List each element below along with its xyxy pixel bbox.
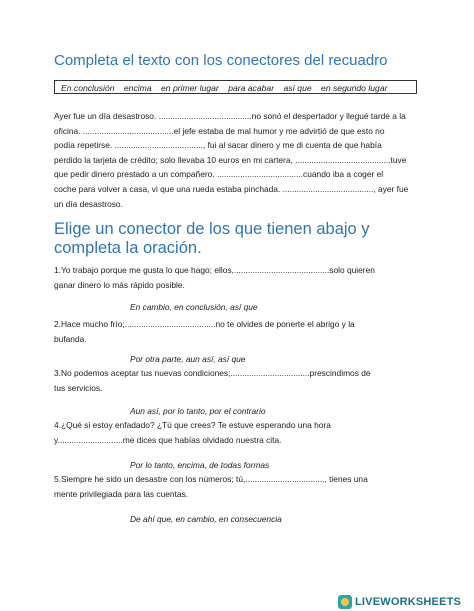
connector-item: para acabar [228, 83, 275, 93]
exercise-2 [54, 317, 424, 346]
brand-name: LIVEWORKSHEETS [355, 595, 462, 608]
liveworksheets-footer [338, 592, 474, 611]
connector-item: encima [123, 83, 152, 93]
exercise-line: 5.Siempre he sido un desastre con los números; tú,.................................., tienes una [54, 474, 368, 484]
exercise-line: 3.No podemos aceptar tus nuevas condiciones;..................................prescindimos de [54, 368, 371, 378]
paragraph-line: Ayer fue un día desastroso. ........................................no sonó el despertador y llegué tarde a la [54, 111, 406, 121]
connector-box [54, 80, 417, 94]
exercise-4-options: Por lo tanto, encima, de todas formas [130, 460, 270, 470]
section1-title: Completa el texto con los conectores del recuadro [54, 52, 388, 69]
connector-item: En conclusión [61, 83, 115, 93]
exercise-2-options: Por otra parte, aun así, así que [130, 354, 246, 364]
exercise-line: tus servicios. [54, 382, 103, 393]
section2-title: Elige un conector de los que tienen abajo y completa la oración. [54, 220, 370, 257]
exercise-line: 2.Hace mucho frío;.......................................no te olvides de ponerte el abrigo y la [54, 319, 355, 329]
paragraph-line: que pedir dinero prestado a un compañero. .....................................cuando iba a coger el [54, 169, 384, 180]
exercise-1-options: En cambio, en conclusión, así que [130, 302, 258, 312]
connector-item: en segundo lugar [321, 83, 388, 93]
paragraph-line: un día desastroso. [54, 198, 123, 209]
exercise-line: bufanda. [54, 333, 87, 344]
exercise-4 [54, 418, 424, 447]
exercise-line: mente privilegiada para las cuentas. [54, 488, 189, 499]
paragraph-line: oficina. .......................................el jefe estaba de mal humor y me advirtió de que esto no [54, 125, 385, 136]
exercise-line: y............................me dices que habías olvidado nuestra cita. [54, 434, 282, 445]
liveworksheets-logo-icon [338, 595, 352, 609]
exercise-3-options: Aun así, por lo tanto, por el contrario [130, 406, 266, 416]
story-paragraph [54, 109, 422, 211]
exercise-line: 1.Yo trabajo porque me gusta lo que hago; ellos,.........................................solo quieren [54, 265, 375, 275]
connector-item: así que [283, 83, 312, 93]
paragraph-line: podía repetirse. ......................................, fui al sacar dinero y me di cuenta de que había [54, 140, 382, 151]
paragraph-line: coche para volver a casa, vi que una rueda estaba pinchada. ......................................., ayer fue [54, 183, 409, 194]
exercise-line: ganar dinero lo más rápido posible. [54, 279, 185, 290]
exercise-5-options: De ahí que, en cambio, en consecuencia [130, 514, 282, 524]
connector-item: en primer lugar [161, 83, 219, 93]
exercise-line: 4.¿Qué si estoy enfadado? ¿Tú que crees? Te estuve esperando una hora [54, 420, 331, 430]
paragraph-line: perdido la tarjeta de crédito; solo llevaba 10 euros en mi cartera, .........................................tuve [54, 154, 407, 165]
exercise-5 [54, 472, 424, 501]
exercise-1 [54, 263, 424, 292]
exercise-3 [54, 366, 424, 395]
